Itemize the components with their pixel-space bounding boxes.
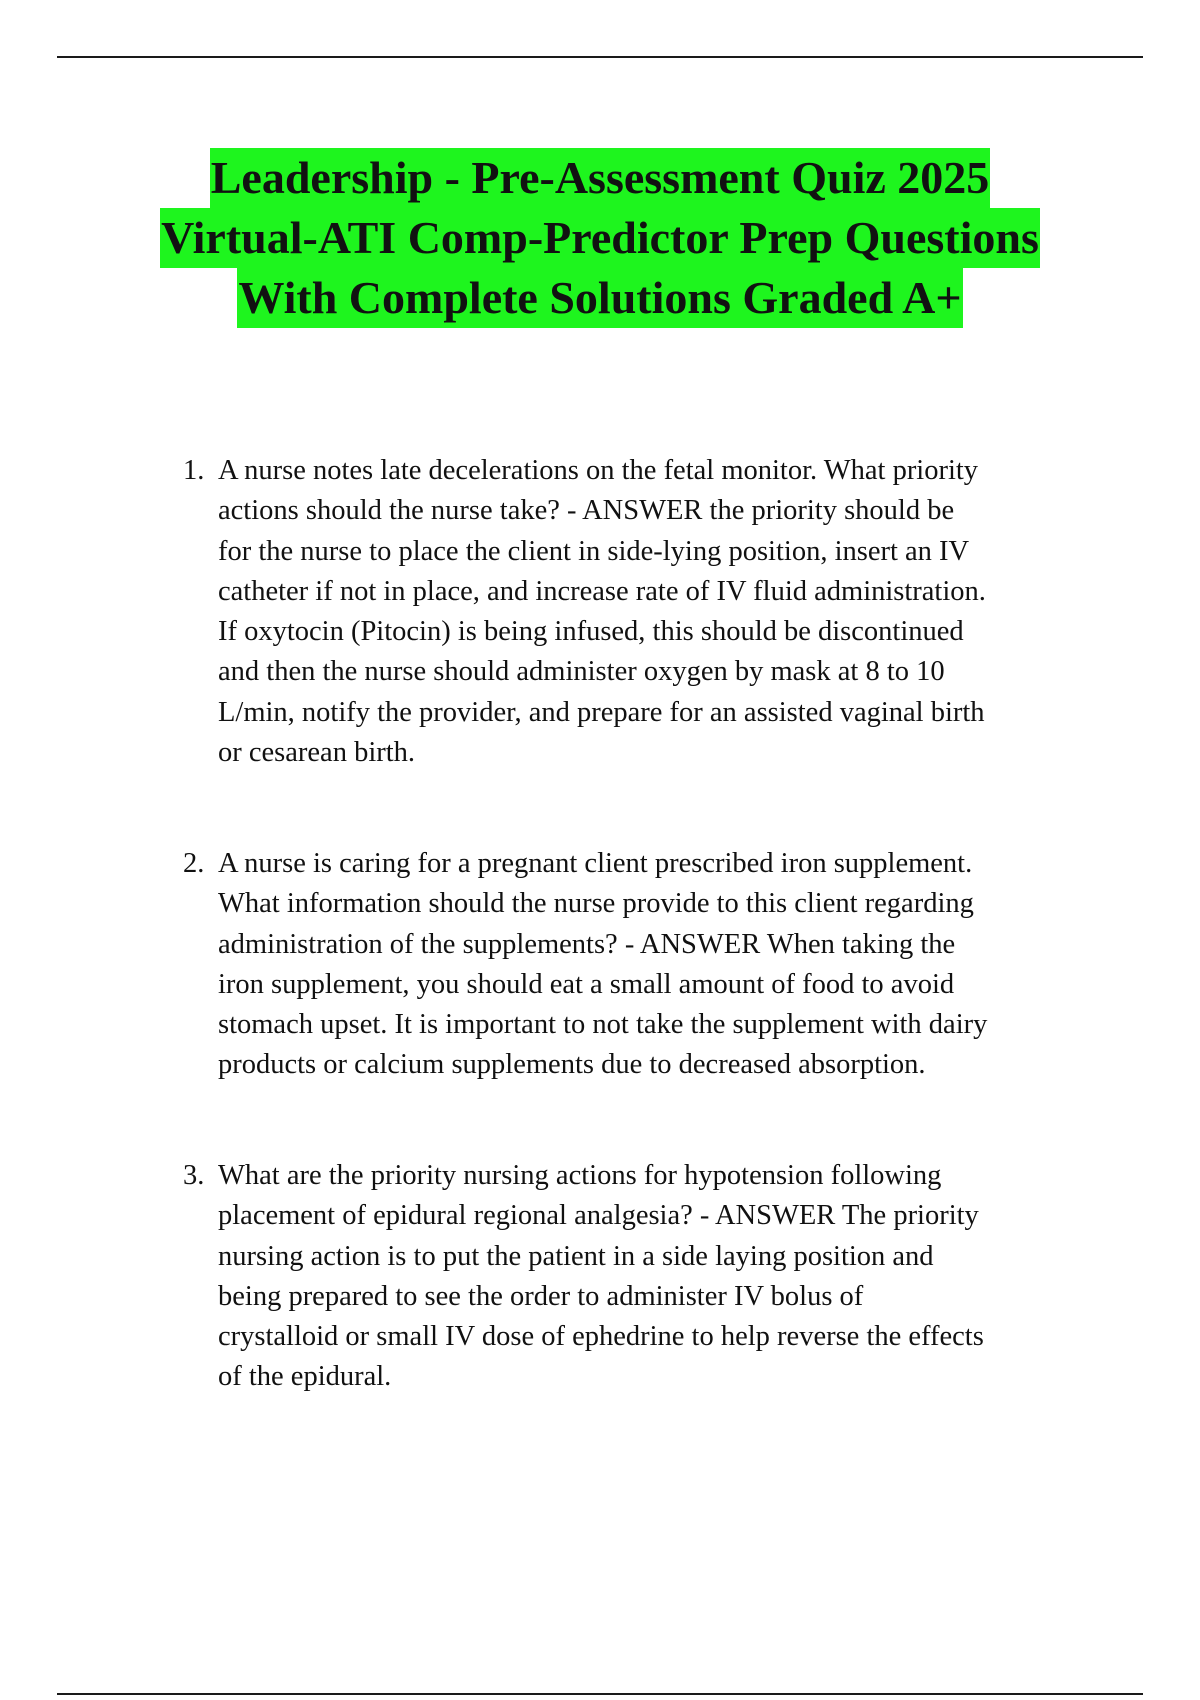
question-text <box>218 844 1098 1086</box>
title-line-1: Leadership - Pre-Assessment Quiz 2025 <box>210 148 991 208</box>
question-line: What are the priority nursing actions for hypotension following <box>218 1160 942 1191</box>
question-line: actions should the nurse take? - ANSWER the priority should be <box>218 495 955 527</box>
question-line: stomach upset. It is important to not take the supplement with dairy <box>218 1009 988 1041</box>
question-line: iron supplement, you should eat a small amount of food to avoid <box>218 968 955 1000</box>
document-title <box>0 148 1200 328</box>
question-line: of the epidural. <box>218 1361 392 1393</box>
question-text <box>218 451 1098 773</box>
title-line-2: Virtual-ATI Comp-Predictor Prep Questions <box>160 208 1040 268</box>
bottom-rule <box>57 1693 1143 1695</box>
question-line: What information should the nurse provide to this client regarding <box>218 888 974 920</box>
title-line-3: With Complete Solutions Graded A+ <box>237 268 962 328</box>
question-line: L/min, notify the provider, and prepare for an assisted vaginal birth <box>218 696 985 728</box>
top-rule <box>57 56 1143 58</box>
question-number: 2. <box>183 848 205 879</box>
question-line: A nurse is caring for a pregnant client prescribed iron supplement. <box>218 848 973 879</box>
question-line: A nurse notes late decelerations on the fetal monitor. What priority <box>218 455 979 486</box>
question-line: administration of the supplements? - ANSWER When taking the <box>218 928 956 960</box>
question-line: or cesarean birth. <box>218 737 416 769</box>
question-number: 3. <box>183 1160 205 1191</box>
question-line: for the nurse to place the client in side-lying position, insert an IV <box>218 535 970 567</box>
question-number: 1. <box>183 455 205 486</box>
question-line: and then the nurse should administer oxygen by mask at 8 to 10 <box>218 656 945 688</box>
question-line: products or calcium supplements due to decreased absorption. <box>218 1049 926 1081</box>
question-text <box>218 1156 1098 1398</box>
question-line: crystalloid or small IV dose of ephedrine to help reverse the effects <box>218 1321 984 1353</box>
question-line: placement of epidural regional analgesia? - ANSWER The priority <box>218 1200 979 1232</box>
question-line: nursing action is to put the patient in a side laying position and <box>218 1240 934 1272</box>
question-line: being prepared to see the order to administer IV bolus of <box>218 1280 864 1312</box>
question-line: If oxytocin (Pitocin) is being infused, this should be discontinued <box>218 616 964 648</box>
question-line: catheter if not in place, and increase rate of IV fluid administration. <box>218 575 986 607</box>
